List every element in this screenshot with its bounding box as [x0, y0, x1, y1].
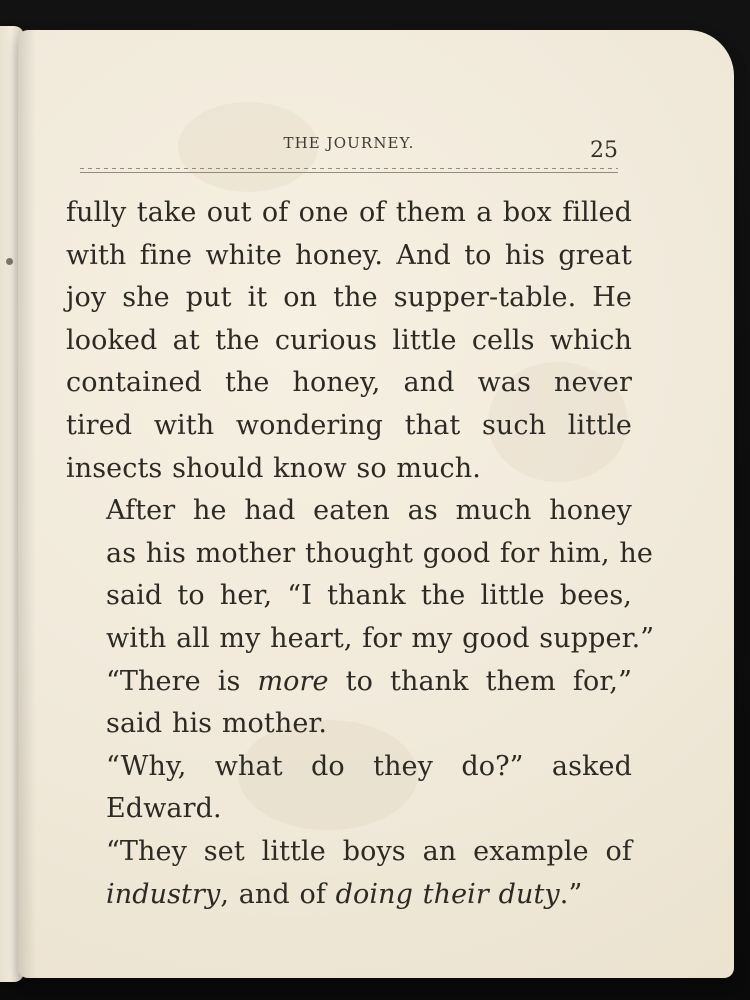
running-head: THE JOURNEY.: [283, 134, 415, 152]
text-fragment: , and of: [220, 878, 336, 910]
text-line: Edward.: [106, 793, 222, 825]
page-number: 25: [590, 138, 618, 163]
paragraph: [66, 192, 632, 490]
text-line: with fine white honey. And to his great: [66, 239, 632, 271]
paragraph: [66, 661, 632, 746]
paragraph: [66, 746, 632, 831]
text-line: [66, 661, 632, 704]
text-line: After he had eaten as much honey: [106, 495, 632, 527]
text-line: contained the honey, and was never: [66, 367, 632, 399]
text-line: [66, 874, 632, 917]
text-line: joy she put it on the supper-table. He: [66, 282, 632, 314]
paragraph: [66, 490, 655, 660]
text-line: with all my heart, for my good supper.”: [106, 622, 655, 654]
text-line: fully take out of one of them a box filled: [66, 197, 632, 228]
text-line: tired with wondering that such little: [66, 409, 632, 441]
text-line: “Why, what do they do?” asked: [106, 750, 632, 782]
text-line: said to her, “I thank the little bees,: [106, 580, 632, 612]
page-header: [80, 134, 618, 164]
header-rule: [80, 168, 618, 173]
text-line: insects should know so much.: [66, 452, 481, 484]
ink-speck: [6, 258, 13, 265]
text-line: looked at the curious little cells which: [66, 324, 632, 356]
italic-text: doing their duty: [335, 878, 560, 910]
italic-text: industry: [106, 878, 221, 910]
text-fragment: “There is: [106, 665, 258, 697]
text-line: as his mother thought good for him, he: [106, 537, 653, 569]
paragraph: [66, 831, 632, 916]
text-fragment: .”: [559, 878, 583, 910]
text-fragment: to thank them for,”: [328, 665, 632, 697]
text-line: “They set little boys an example of: [106, 835, 632, 867]
page-text: [66, 192, 655, 916]
book-page: [18, 30, 734, 978]
text-line: said his mother.: [106, 708, 328, 740]
italic-text: more: [257, 665, 329, 697]
